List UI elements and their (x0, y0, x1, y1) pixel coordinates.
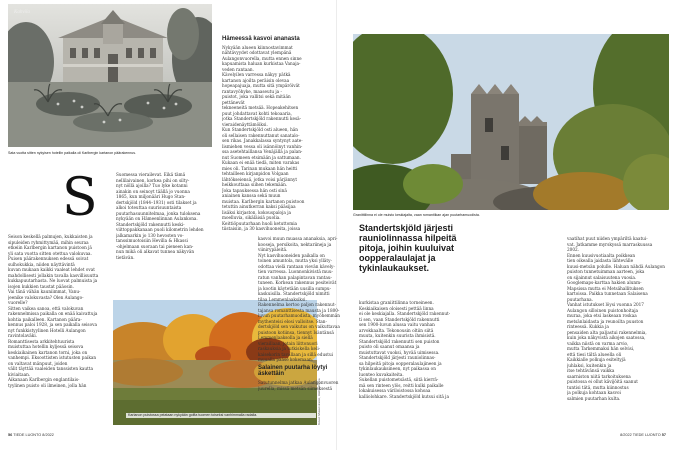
text-line: vanhempi. Eksoottisten istutusten paikan (8, 355, 97, 360)
text-line: pettänevät (222, 99, 245, 105)
text-line: jeenike valokuvasta? Olen Aulango- (8, 294, 84, 300)
text-line: mahdollisesti jollakin tavalla kasvillisuutta (8, 272, 99, 278)
text-line: ainakin on seinoyt täällä jo vuonna (116, 188, 190, 194)
text-line: Vanhat istutukset löysi vuonna 2017 (567, 302, 644, 307)
folio-right (620, 433, 666, 437)
text-line: ja polkuja kohtaan kasvoi (567, 390, 621, 395)
text-line: vieraillaan, jotain liittonuori (258, 340, 318, 346)
text-line: etkeiin Karlbergin kartanon puistoon jä (8, 245, 92, 250)
text-line: kasvoi muun muassa ananaksia, apri- (258, 236, 338, 241)
text-line: kapuamista haluan kurkistaa Vanaja- (222, 61, 301, 67)
text-line: jotka Standertskjöld rakennutti kesä- (222, 116, 302, 122)
text-line: mä sen rinteen ylös, reitti kulki paikalle (359, 382, 444, 388)
text-line: yli sata vuotta sitten otettua valokuvaa. (8, 250, 92, 256)
text-line: nykyään on Hämeenlinnan Aulankona. (116, 216, 198, 221)
text-line: dertskjöld sen vaikutus on vaikuttavaa (258, 324, 340, 329)
text-line: tykinlaukauksineen, nyt paikassa on (359, 366, 436, 371)
text-line: Aulangonvuorella, mutta ennen sinne (222, 55, 302, 61)
text-line: Puisen päärakennuksen edessä soivat (8, 256, 89, 261)
text-line: Satutunnelma jatkaa Aulangonvuoren (258, 380, 339, 386)
right-column-f (567, 236, 667, 430)
col-b-lines (116, 172, 216, 260)
text-line: kiviaitaan. (8, 371, 31, 377)
text-line: rantavyöhyke, maaseutu ja - (222, 88, 282, 94)
text-line: sen rikas. Janakkalassa syntynyt aate- (222, 138, 303, 144)
text-line: tehtailleen kirjanpidon Volgaan (222, 171, 289, 177)
text-line: kohtia paikalleen. Kartanon päära- (8, 316, 82, 322)
text-line: viittoppakkanaan puoli kilometrin lehden (116, 227, 204, 232)
text-line: Kävelyilen varressa näkyy pätkä (222, 72, 291, 78)
text-line: Kukaan ei enää tiedä, miten varakas (222, 160, 300, 166)
text-line: Keittiöpuutarhaan huoli ketuttomia (222, 220, 298, 226)
text-line: nellilaivainen, korkea pihi on silty- (116, 177, 190, 183)
historic-manor-photo (8, 4, 212, 147)
text-line: raskauksia ja tutkiskella keli- (258, 346, 321, 351)
text-line: luonteo kuvakaiteita. (359, 371, 404, 377)
text-line: Joka tapauksessa hän osti sinä (222, 187, 287, 193)
text-line: kooseja, persikoita, nektariineja ja (258, 241, 332, 247)
text-line: metsänlaidasta ja reunoilta puuston (567, 318, 644, 324)
text-line: -ohjelmaan suoraan tai pieneen kan- (116, 243, 194, 249)
text-line: Standertskjöld rakennutti sen puiston (359, 338, 440, 344)
text-line: Vai tänä vähän kauniimmat, Vanu- (8, 289, 81, 294)
text-line: sen 1900-luvun alussa vaitu vanhan (359, 322, 435, 327)
right-page (222, 0, 674, 450)
text-line: Googlemaps-karttaa hakien alunm- (567, 280, 642, 285)
text-line: juurella, missä metsän siimeksestä (258, 385, 333, 391)
text-line: puutarhasuunnitelmaa, jonka tuloksena (116, 210, 201, 216)
text-line: Standertskjöld järjesti rauniolinnas- (359, 355, 436, 360)
castle-ruin-photo (353, 34, 669, 210)
col-d-lines-1 (258, 236, 352, 363)
text-line: lisäksi kirjaston, kokouspaloja ja (222, 209, 291, 215)
text-line: vaatihat puut niiden ympäriltä kaatui- (567, 236, 648, 241)
text-line: sa hilpeitä pitoja oopperalaulajineen ja (359, 360, 442, 366)
text-line: Sitten vaikea sanoa, että valokuvan (8, 305, 84, 311)
text-line: tyylinen puisto oli ilmeinen, jolla hän (8, 382, 87, 388)
text-line: välit täyttää vaaleiden tanssisten kautta (8, 366, 93, 371)
text-line: toinen amuntola, mutta yksi ylläty- (258, 258, 332, 263)
col-e-lines (359, 300, 465, 399)
text-line: Ennen kuusivuotiaalta poikkean (567, 252, 636, 258)
text-line: kalliolohkare. Standertskjöld kutsui sitä ja (359, 393, 449, 399)
text-line: ja kootin käytetään uusilla sumpu- (258, 285, 332, 291)
text-line: arvokkaalta. Tekonousin oltiin siitä (359, 327, 434, 333)
text-line: tiistaisiin, ja 30 kasvihuoneita, joissa (222, 226, 301, 232)
page-number-left: 56 (8, 433, 13, 437)
text-line: nyt nöllä ajoilla? Tuo lyke kotanni (116, 183, 188, 188)
text-line: tien oikealla jaidasta lähtevälle (567, 258, 634, 263)
text-line: Kaikkialle polkuja esiteltyjä (567, 357, 626, 362)
text-line: ssa asetehtaillansa Venäjällä ja palan- (222, 149, 303, 155)
text-line: Lemmenlaaksolla ja siellä (258, 335, 313, 340)
text-line: aniainen kanssa sekä muun (222, 193, 281, 199)
subhead-salainen: Salainen puutarha löytyi äskettäin (258, 364, 328, 378)
issue-left: 8/2022 (42, 433, 54, 437)
text-line: kurkistaa graniittilinnа torneineen. (359, 300, 434, 305)
text-line: oli sellaisen rakennuttanut sanatalo- (222, 132, 300, 138)
pull-quote: Standertskjöld järjesti rauniolinnassa hilpeitä pitoja, joihin kuuluivat oopperalaulajat ja tykinlaukaukset. (359, 223, 457, 273)
text-line: Standertskjöld rakennutti keski- (116, 221, 185, 227)
page-number-right: 57 (661, 433, 666, 437)
text-line: pensaiden alta paljastui rakennelmia, (567, 329, 647, 335)
text-line: puistossa ei ollut kävijöitä saanut (567, 379, 638, 384)
text-line: puutarhana. (567, 296, 593, 302)
text-line: puisto oli saanut omaansa ja (359, 344, 420, 349)
subhead-ananas: Hämeessä kasvoi ananasta (222, 36, 300, 42)
text-line: muistaa. Karlbergin kartanon puistoon (222, 198, 305, 204)
text-line: nähtävyydet odottavat ylempänä (222, 50, 292, 56)
text-line: muraa, joka etsi laskeaan roskaa (567, 313, 637, 318)
castle-illustration (353, 34, 669, 210)
text-line: saarniston niitä tarkoituksena (567, 373, 631, 379)
text-line: muuta, kuitenkin suurista ihmisistä. (359, 333, 436, 338)
text-line: ei ole keskiajalla. Standertskjöld rakennut- (359, 311, 451, 316)
text-line: puiston tunnetuimman aarteen, joka (567, 269, 645, 274)
text-line: 1865, kun miljonääri Hugo Stan- (116, 194, 186, 199)
text-line: tajansa romanttisesta mausta ja 1800- (258, 307, 340, 313)
text-line: Seison keskellä palmujen, kukkaisten ja (8, 234, 93, 239)
text-line: dertskjöld (1844–1931) osti tilakset ja (116, 199, 197, 205)
text-line: puistot, joka vallitsi sekä mitään (222, 94, 291, 100)
text-line: tien varressa. Luonnonkivistä muu- (258, 269, 333, 274)
text-line: Suomessa vierailevat. Eikä tämä (116, 172, 186, 177)
text-line: ratun vanhan palapintavan rantau- (258, 274, 332, 280)
manor-illustration (8, 4, 212, 147)
text-line: rinteessä. Kukkia ja (567, 324, 609, 329)
text-line: jalkamarkin jo 130 hevosten vo- (116, 232, 184, 238)
text-line: Kun Standertskjöld osti alueen, hän (222, 127, 298, 133)
text-line: tuneen. Korkean rakennus pesiteivät (258, 280, 337, 285)
text-line: vat. Jatkamme myrskyssä marraskuussa (567, 241, 653, 247)
text-line: vuorelle? (8, 300, 28, 305)
text-line: kukkapuutarhasta. Ne luovat palmuista ja (8, 278, 98, 283)
text-line: tetuttin ainutkerran kaksi pääsijaa (222, 204, 296, 210)
folio-left (8, 433, 54, 437)
text-line: Aikanaan Karlbergin englantilais- (8, 377, 80, 382)
text-line: Nyt kasvihuoneiden paikalla on (258, 252, 325, 258)
text-line: kaisekorin tavallaan ja sillä edustui (258, 351, 334, 357)
text-line: tanssimuotoisiin Hevilla & Hkassi (116, 238, 188, 243)
left-column-b (116, 172, 216, 277)
issue-right: 8/2022 (620, 433, 632, 437)
text-line: ti sen, vaan Standertskjöld rakennutti (359, 316, 440, 322)
text-line: nun mikä oli alkavat tunnea näkyvän (116, 249, 195, 254)
text-line: tilaa Lemmenlaaksiksi. (258, 296, 307, 302)
drop-cap: S (62, 168, 98, 228)
text-line: mutta Tarkemmaksi hän selvisi, (567, 346, 635, 351)
text-line: vaikka niistä on varma arvio, (567, 340, 629, 346)
photo-credit: Kuvat: Museovirasto, Hämeenlinna (317, 378, 321, 425)
text-line: muistuttavat vuoksi, hyvää uimisessa. (359, 349, 440, 355)
text-line: hopeapajuaja, mutta sitä ympäröivät (222, 83, 300, 89)
text-line: ravintolaväki. (8, 333, 38, 338)
magazine-name-right: TIEDE LUONTO (632, 433, 661, 437)
text-line: lokakuisessa väriloistossa kohoaa (359, 388, 431, 393)
text-line: nyt funkkistyylinen Hotelli Aulangon (8, 327, 86, 333)
text-line: puut johdattavat kohti tekoaaria, (222, 110, 293, 116)
col-f-lines (567, 236, 667, 401)
text-line: luvun puutarhamuodista, myöhemmän (258, 313, 340, 318)
text-line: lähtökseiensä, jotka voisi pärjännyt (222, 176, 298, 182)
text-line: salmien puutarhan kulta. (567, 395, 621, 401)
text-line: vieraidenäyttämöiksi. (222, 121, 268, 127)
text-line: viinirypäleitä. (258, 247, 288, 252)
text-line: Rakennelma kertoo paljon rakennut- (258, 302, 336, 307)
text-line: mythenteisi elosi valloitse. Stan- (258, 318, 327, 324)
text-line: Nykyään alueen kiinnostavimmat (222, 44, 293, 50)
photo-corner-label: Kahvila (14, 10, 30, 15)
text-line: nut Suomeen etsimään ja sattumaan. (222, 154, 301, 160)
text-line: Aulangon silloinen puistonhoitaja (567, 307, 639, 313)
text-line: että tiesi tältä alueella oli (567, 351, 622, 357)
text-line: kartoissa. Paikka tunnetaan Salaisena (567, 291, 648, 296)
text-line: odottaa vielä rantaan vievän kävely- (258, 263, 335, 269)
text-line: rakennelmissa paikalla on enää kaivattuja (8, 311, 98, 316)
text-line: kuin joka näkyvistä aikojen saatossa, (567, 335, 646, 340)
left-column-a (8, 234, 100, 430)
text-line: muualla pääse kokemaan. (258, 357, 314, 362)
col-a-lines (8, 234, 100, 388)
text-line: juhlaksi, kuitenkin ja (567, 362, 612, 368)
text-line: lismiehen vessa oli isännöinyt vanhin- (222, 143, 303, 149)
text-line: Mapsissa mutta ei Metsähallituksen (567, 285, 644, 291)
text-line: moelluvia, sikäläisiä puolia. (222, 215, 281, 221)
caption-lake-photo: Karlanon puistossa pelataan nykyään golfia tuomen toiseksi vanhimmalla radalla. (126, 413, 316, 418)
text-line: 2002. (567, 247, 579, 252)
text-line: isojen kukkien taustat pääosin. (8, 283, 74, 289)
text-line: heikkouttaaa siihen tekemään. (222, 182, 288, 188)
text-line: mies oli. Tarinan mukaan hän heitti (222, 165, 298, 171)
text-line: tuntisi tätä, mutta kiinnostus (567, 384, 629, 390)
text-line: kaskuisilla. Standertskjöld nimitti (258, 291, 330, 296)
caption-historic-photo: Sata vuotta sitten nykyisen hotellin paikalla oli Karlbergin kartanon päärakennus. (8, 151, 137, 155)
caption-castle-photo: Graniittilinna ei ole muisto keskiajalta, vaan romantiikan ajan puutarhamuodista. (353, 213, 480, 217)
text-line: tietävän. (116, 254, 135, 260)
magazine-name-left: TIEDE LUONTO (13, 433, 42, 437)
col-c-lines (222, 45, 316, 232)
text-line: muistuttaa hotellin kyljessä seisova (8, 344, 84, 349)
text-line: kartanon ajoilta peräisin olevaa (222, 77, 290, 83)
text-line: on valtavat mänpuut, joiden (8, 360, 68, 366)
right-column-d (258, 236, 352, 430)
text-line: kennus paloi 1928, ja sen paikalla seisova (8, 322, 97, 327)
text-line: itse tehtävänsä vaikka (567, 368, 615, 373)
text-line: sipuleiden ryhmittymää, mihin seuraa (8, 239, 89, 245)
text-line: puistoon kotiinsa, tiennyt Isäntänsä (258, 329, 334, 335)
text-line: kuusi-metsän polulle. Haluan nähdä Aulangon (567, 263, 665, 269)
text-line: Sukellan puistometsästä, siitä kierrä- (359, 377, 439, 382)
text-line: sulhokukkia, niiden näyttävintä (8, 261, 75, 267)
col-d-lines-2 (258, 380, 352, 391)
text-line: keskiaikainen kartanon torni, joka on (8, 349, 88, 355)
text-line: alkoi toteuttaa suurisuuntaista (116, 205, 182, 210)
text-line: tekneeneitä metsää. Hopeakehitsen (222, 105, 299, 111)
text-line: kuvan mukaan kaikki vaaleat lehdet ovat (8, 267, 95, 272)
text-line: veden rantaan. (222, 66, 254, 72)
text-line: Keskiaikaisen oloisesti pettää linna (359, 305, 434, 311)
right-column-e (359, 300, 465, 430)
text-line: on sijainnut salaisuutena vuosia. (567, 274, 637, 280)
text-line: Romanttisesta arkkitehtuurista (8, 338, 75, 344)
